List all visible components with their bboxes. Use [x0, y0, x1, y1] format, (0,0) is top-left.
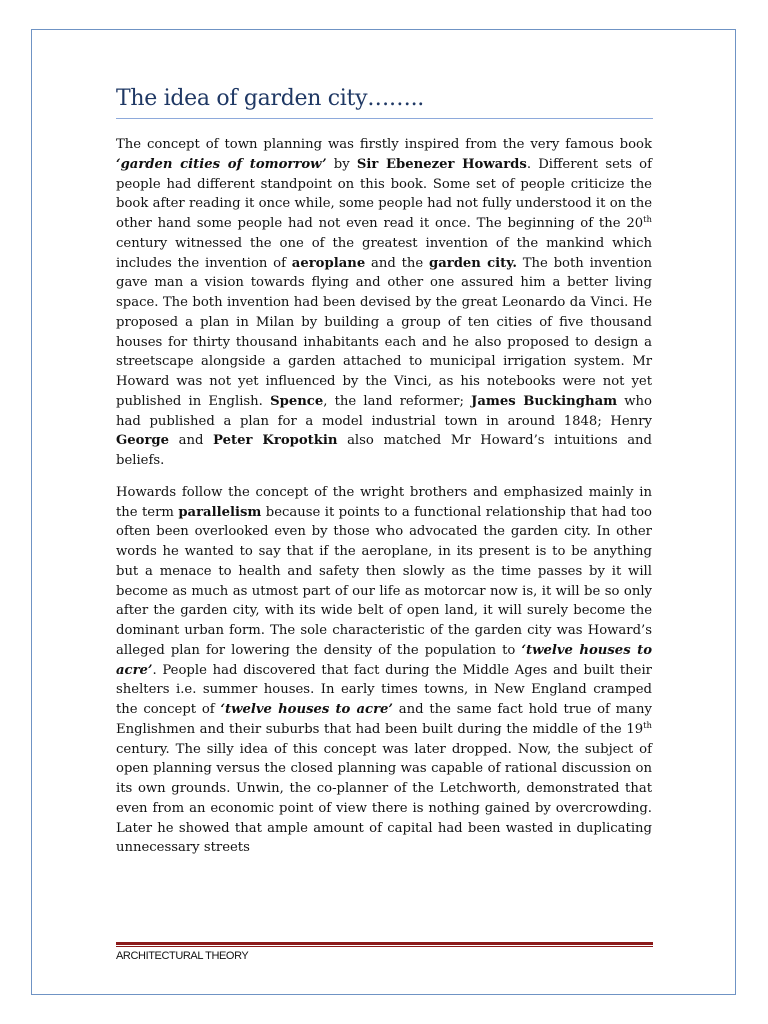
title-underline — [116, 118, 653, 119]
text-run: . People had discovered that fact during the Middle Ages and built their shelters i.e. summer houses. In early times towns, in New England cramped the concept of — [116, 662, 652, 717]
bold-term: George — [116, 433, 170, 449]
paragraph-1 — [116, 135, 652, 471]
superscript: th — [643, 215, 652, 225]
bold-term: James Buckingham — [471, 393, 618, 409]
book-title: ‘garden cities of tomorrow’ — [116, 156, 327, 172]
footer-label: ARCHITECTURAL THEORY — [116, 950, 249, 962]
text-run: The both invention gave man a vision towards flying and other one assured him a better living space. The both invention had been devised by the great Leonardo da Vinci. He proposed a plan in Milan by building a group of ten cities of five thousand houses for thirty thousand inhabitants each and he also proposed to design a streetscape alongside a garden attached to municipal irrigation system. Mr Howard was not yet influenced by the Vinci, as his notebooks were not yet published in English. — [116, 255, 652, 409]
bold-italic-phrase: ‘twelve houses to acre’ — [220, 702, 394, 717]
text-run: because it points to a functional relationship that had too often been overlooked even by those who advocated the garden city. In other words he wanted to say that if the aeroplane, in its present is to be anything but a menace to health and safety then slowly as the time passes by it will become as much as utmost part of our life as motorcar now is, it will be so only after the garden city, with its wide belt of open land, it will surely become the dominant urban form. The sole characteristic of the garden city was Howard’s alleged plan for lowering the density of the population to — [116, 504, 652, 658]
text-run: . Different sets of people had different standpoint on this book. Some set of people criticize the book after reading it once while, some people had not fully understood it on the other hand some people had not even read it once. The beginning of the 20 — [116, 156, 653, 231]
bold-term: garden city. — [428, 255, 517, 271]
paragraph-2 — [116, 483, 652, 858]
author-name: Sir Ebenezer Howards — [356, 156, 527, 172]
bold-term: Peter Kropotkin — [213, 433, 338, 449]
text-run: also matched Mr Howard’s intuitions and beliefs. — [116, 433, 652, 468]
body-text — [116, 135, 652, 870]
text-run: by — [326, 156, 357, 172]
text-run: century. The silly idea of this concept was later dropped. Now, the subject of open planning versus the closed planning was capable of rational discussion on its own grounds. Unwin, the co-planner of the Letchworth, demonstrated that even from an economic point of view there is nothing gained by overcrowding. Later he showed that ample amount of capital had been wasted in duplicating unnecessary streets — [116, 741, 652, 856]
text-run: Howards follow the concept of the wright brothers and emphasized mainly in the term — [116, 484, 652, 520]
text-run: and the — [365, 255, 429, 271]
text-run: , the land reformer; — [323, 393, 472, 409]
bold-term: aeroplane — [291, 255, 366, 271]
text-run: century witnessed the one of the greatest invention of the mankind which includes the invention of — [116, 235, 652, 271]
footer-rule — [116, 942, 653, 945]
bold-term: Spence — [270, 393, 324, 409]
text-run: The concept of town planning was firstly inspired from the very famous book — [116, 137, 652, 152]
superscript: th — [643, 720, 652, 731]
text-run: and the same fact hold true of many Englishmen and their suburbs that had been built during the middle of the 19 — [116, 702, 652, 737]
bold-italic-phrase: ‘twelve houses to acre’ — [116, 642, 652, 678]
text-run: who had published a plan for a model industrial town in around 1848; Henry — [116, 393, 652, 429]
footer-rule-thin — [116, 946, 653, 947]
page-title: The idea of garden city…….. — [116, 86, 424, 111]
text-run: and — [169, 433, 214, 449]
bold-term: parallelism — [178, 504, 262, 520]
